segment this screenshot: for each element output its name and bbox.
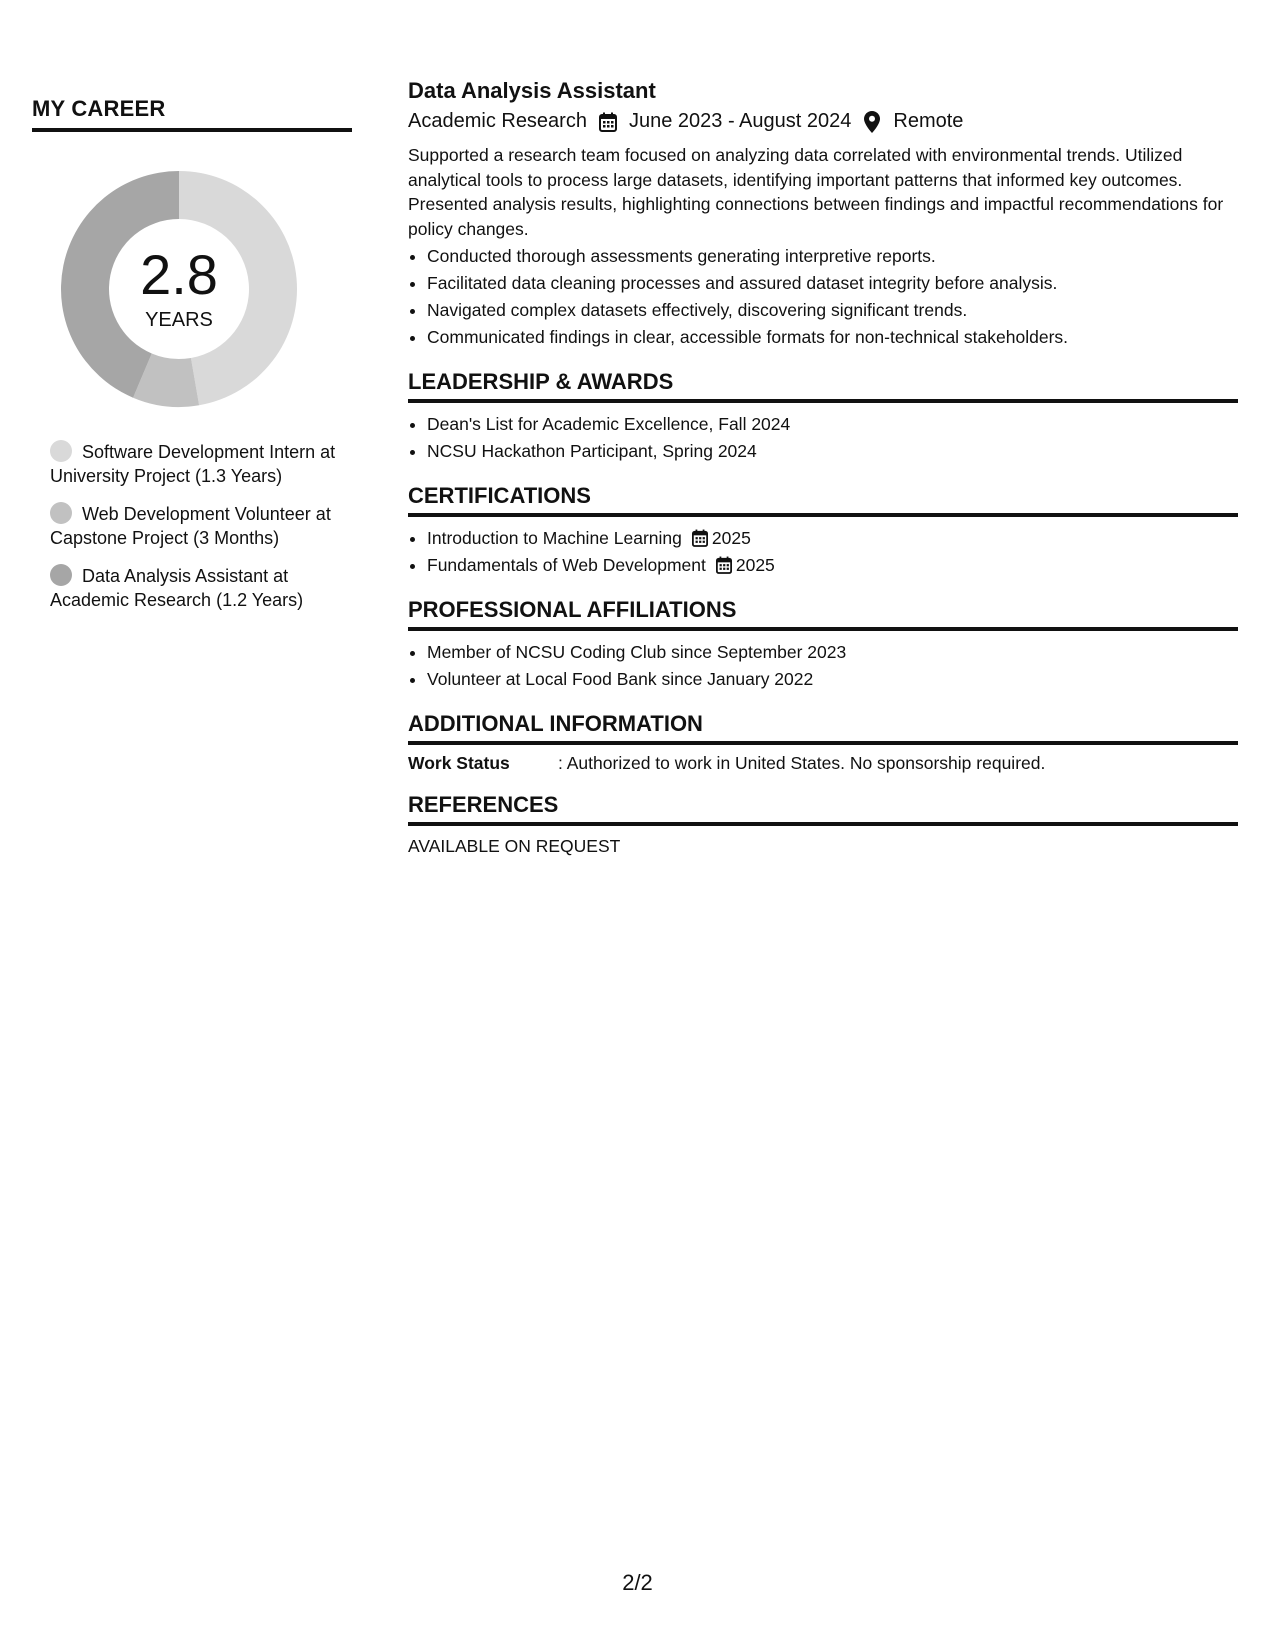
job-location: Remote	[893, 110, 964, 132]
list-item: • NCSU Hackathon Participant, Spring 2024	[427, 438, 1238, 465]
career-donut-chart	[54, 164, 304, 414]
legend-item	[50, 502, 340, 550]
work-status-label: Work Status	[408, 753, 510, 773]
leadership-section	[408, 369, 1238, 465]
legend-dot	[50, 502, 72, 524]
legend-dot	[50, 440, 72, 462]
additional-heading: ADDITIONAL INFORMATION	[408, 711, 1238, 745]
job-dates: June 2023 - August 2024	[628, 110, 852, 132]
list-item	[427, 525, 1238, 552]
additional-section	[408, 711, 1238, 774]
list-item: • Dean's List for Academic Excellence, Fall 2024	[427, 411, 1238, 438]
job-bullet: • Navigated complex datasets effectively, discovering significant trends.	[427, 297, 1238, 324]
certifications-heading: CERTIFICATIONS	[408, 483, 1238, 517]
certification-year: 2025	[735, 555, 775, 575]
career-legend	[50, 440, 340, 612]
references-section	[408, 792, 1238, 857]
job-bullets	[408, 243, 1238, 351]
work-status-row	[408, 753, 1238, 774]
certifications-list	[408, 525, 1238, 579]
job-bullet: • Communicated findings in clear, accessible formats for non-technical stakeholders.	[427, 324, 1238, 351]
affiliations-section	[408, 597, 1238, 693]
job-title: Data Analysis Assistant	[408, 78, 656, 103]
legend-label: Software Development Intern at University Project (1.3 Years)	[50, 442, 336, 486]
list-item: • Member of NCSU Coding Club since September 2023	[427, 639, 1238, 666]
calendar-icon	[692, 529, 708, 547]
certification-name: Fundamentals of Web Development	[427, 555, 706, 575]
job-bullet: • Facilitated data cleaning processes and assured dataset integrity before analysis.	[427, 270, 1238, 297]
legend-item	[50, 564, 340, 612]
leadership-list	[408, 411, 1238, 465]
certification-name: Introduction to Machine Learning	[427, 528, 682, 548]
main-content	[408, 78, 1238, 857]
affiliations-heading: PROFESSIONAL AFFILIATIONS	[408, 597, 1238, 631]
job-bullet: • Conducted thorough assessments generating interpretive reports.	[427, 243, 1238, 270]
affiliations-list	[408, 639, 1238, 693]
job-entry	[408, 78, 1238, 351]
certification-year: 2025	[711, 528, 751, 548]
job-description: Supported a research team focused on analyzing data correlated with environmental trends. Utilized analytical tools to process large datasets, identifying important patterns that informed key outcomes. Presented analysis results, highlighting connections between findings and impactful recommendations for policy changes.	[408, 145, 1224, 239]
legend-label: Web Development Volunteer at Capstone Project (3 Months)	[50, 504, 331, 548]
legend-dot	[50, 564, 72, 586]
job-company: Academic Research	[408, 110, 587, 132]
donut-center	[54, 164, 304, 414]
job-meta	[408, 110, 1238, 133]
leadership-heading: LEADERSHIP & AWARDS	[408, 369, 1238, 403]
career-sidebar	[32, 96, 352, 626]
work-status-value: : Authorized to work in United States. No sponsorship required.	[558, 753, 1046, 773]
references-heading: REFERENCES	[408, 792, 1238, 826]
career-heading: MY CAREER	[32, 96, 352, 132]
total-years-value: 2.8	[140, 242, 218, 306]
legend-label: Data Analysis Assistant at Academic Research (1.2 Years)	[50, 566, 304, 610]
legend-item	[50, 440, 340, 488]
list-item: • Volunteer at Local Food Bank since January 2022	[427, 666, 1238, 693]
total-years-unit: YEARS	[145, 308, 213, 331]
calendar-icon	[597, 111, 619, 133]
list-item	[427, 552, 1238, 579]
references-text: AVAILABLE ON REQUEST	[408, 836, 621, 856]
certifications-section	[408, 483, 1238, 579]
calendar-icon	[716, 556, 732, 574]
page-number: 2/2	[622, 1570, 653, 1595]
map-pin-icon	[861, 111, 883, 133]
